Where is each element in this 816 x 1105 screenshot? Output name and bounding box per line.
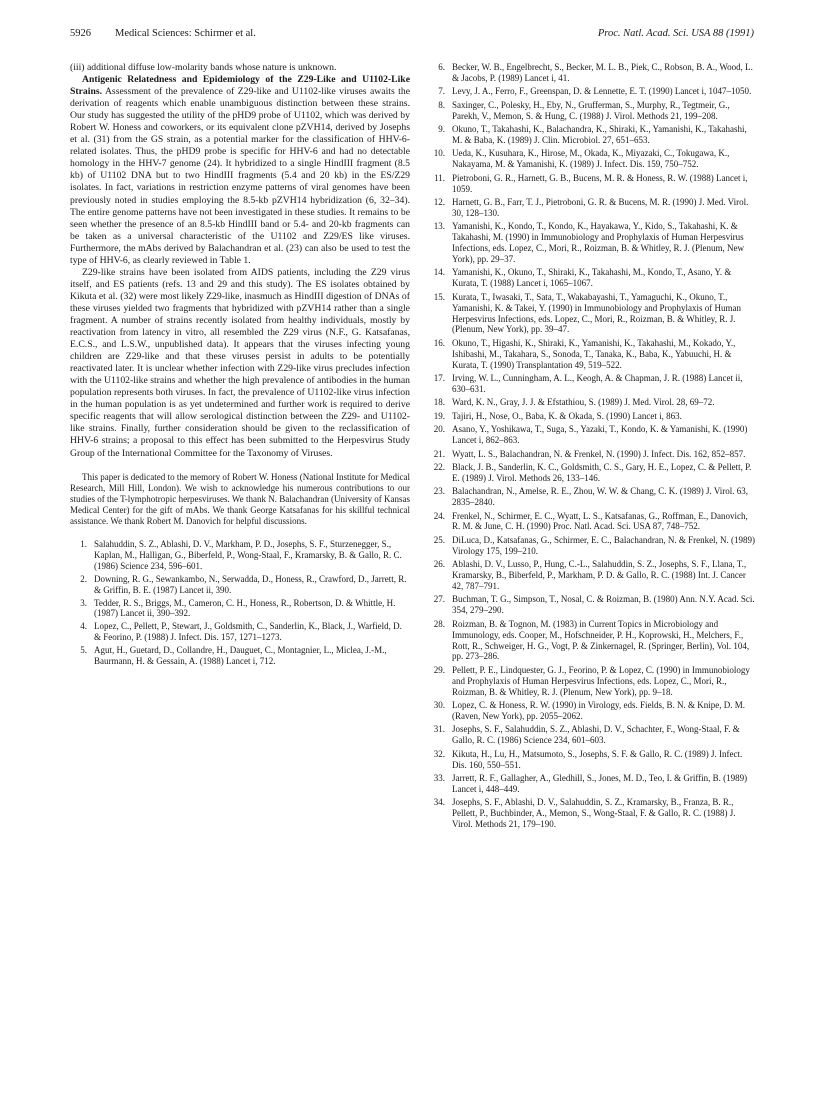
reference-item [428, 373, 756, 395]
reference-item [428, 724, 756, 746]
reference-text: Wyatt, L. S., Balachandran, N. & Frenkel, N. (1990) J. Infect. Dis. 162, 852–857. [452, 448, 746, 459]
reference-number: 1. [80, 539, 87, 550]
reference-item [428, 700, 756, 722]
reference-item [428, 62, 756, 84]
reference-item [70, 598, 410, 620]
reference-item [428, 100, 756, 122]
reference-item [428, 292, 756, 336]
reference-text: Tajiri, H., Nose, O., Baba, K. & Okada, S. (1990) Lancet i, 863. [452, 410, 682, 421]
reference-number: 28. [433, 618, 445, 629]
reference-item [428, 797, 756, 830]
reference-item [428, 486, 756, 508]
reference-item [428, 535, 756, 557]
paragraph-1-text: Assessment of the prevalence of Z29-like and U1102-like viruses awaits the derivation of reagents which enable unambiguous distinction between these strains. Our study has suggested the utility of the pHD9 probe of U1102, which was derived by Robert W. Honess and coworkers, or its equivalent clone pZVH14, derived by Josephs et al. (31) from the GS strain, as a potential marker for the classification of HHV-6-related isolates. Thus, the pHD9 probe is specific for HHV-6 and had no detectable homology in the HHV-7 genome (24). It hybridized to a single HindIII fragment (8.5 kb) of U1102 DNA but to two HindIII fragments (5.4 and 20 kb) in the ES/Z29 isolates. In fact, variations in restriction enzyme patterns of viral genomes have been previously noted in studies employing the 8.5-kb pZVH14 hybridization (6, 32–34). The entire genome patterns have not been investigated in these studies. It remains to be seen whether the presence of an 8.5-kb HindIII band or 5.4- and 20-kb fragments can be taken as a universal characteristic of the U1102 and Z29/ES like viruses. Furthermore, the mAbs derived by Balachandran et al. (23) can also be used to test the type of HHV-6, as clearly reviewed in Table 1. [70, 86, 411, 266]
section-paragraph-2: Z29-like strains have been isolated from AIDS patients, including the Z29 virus itself, and ES patients (refs. 13 and 29 and this study). The ES isolates obtained by Kikuta et al. (32) were most likely Z29-like, inasmuch as HindIII digestion of DNAs of these viruses yielded two fragments that hybridized with pZVH14 rather than a single fragment. A number of strains recently isolated from healthy individuals, mostly by reactivation from latency in vitro, all resembled the Z29 virus (N.F., G. Katsafanas, E.C.S., and L.S.W., unpublished data). It appears that the viruses infecting young children are Z29-like and that these viruses persist in adults to be potentially reactivated later. It is unclear whether infection with Z29-like virus precludes infection with the U1102-like strains and whether the high prevalence of antibodies in the human population represents both viruses. In fact, the prevalence of U1102-like virus infection in the human population is as yet undetermined and further work is required to derive specific reagents that will allow serological distinction between the Z29- and U1102-like strains. Finally, further consideration should be given to the reclassification of HHV-6 strains; a proposal to this effect has been submitted to the Herpesvirus Study Group of the International Committee for the Taxonomy of Viruses. [70, 266, 410, 459]
reference-number: 5. [80, 645, 87, 656]
reference-number: 22. [433, 461, 445, 472]
reference-text: Okuno, T., Takahashi, K., Balachandra, K., Shiraki, K., Yamanishi, K., Takahashi, M. & Baba, K. (1989) J. Clin. Microbiol. 27, 651–653. [452, 124, 747, 145]
reference-number: 6. [438, 62, 445, 72]
reference-number: 31. [433, 724, 445, 735]
reference-text: Roizman, B. & Tognon, M. (1983) in Current Topics in Microbiology and Immunology, eds. Cooper, M., Hofschneider, P. H., Koprowski, H., Melchers, F., Rott, R., Schweiger, H. G., Vogt, P. & Zinkernagel, R. (Springer, Berlin), Vol. 104, pp. 273–286. [452, 618, 750, 662]
reference-text: Kurata, T., Iwasaki, T., Sata, T., Wakabayashi, T., Yamaguchi, K., Okuno, T., Yamanishi, K. & Takei, Y. (1990) in Immunobiology and Prophylaxis of Human Herpesvirus Infections, eds. Lopez, C., Mori, R., Roizman, B. & Whitley, R. J. (Plenum, New York), pp. 39–47. [452, 291, 742, 335]
reference-item [428, 173, 756, 195]
reference-item [428, 773, 756, 795]
reference-text: Harnett, G. B., Farr, T. J., Pietroboni, G. R. & Bucens, M. R. (1990) J. Med. Virol. 30, 128–130. [452, 196, 749, 218]
reference-item [428, 397, 756, 408]
reference-item [428, 749, 756, 771]
reference-text: Pietroboni, G. R., Harnett, G. B., Bucens, M. R. & Honess, R. W. (1988) Lancet i, 1059. [452, 172, 748, 194]
reference-number: 33. [433, 772, 445, 783]
reference-number: 13. [433, 221, 445, 232]
reference-item [70, 621, 410, 643]
reference-number: 34. [433, 797, 445, 808]
reference-item [428, 411, 756, 422]
reference-number: 21. [433, 448, 445, 459]
intro-fragment: (iii) additional diffuse low-molarity bands whose nature is unknown. [70, 62, 337, 73]
reference-text: Ward, K. N., Gray, J. J. & Efstathiou, S. (1989) J. Med. Virol. 28, 69–72. [452, 397, 715, 408]
reference-text: Lopez, C. & Honess, R. W. (1990) in Virology, eds. Fields, B. N. & Knipe, D. M. (Raven, New York), pp. 2055–2062. [452, 700, 745, 721]
reference-number: 27. [433, 594, 445, 605]
reference-item [428, 449, 756, 460]
reference-number: 15. [433, 291, 445, 302]
section-heading: Antigenic Relatedness and Epidemiology of the Z29-Like and U1102-Like Strains. [70, 74, 410, 98]
reference-number: 14. [433, 267, 445, 278]
reference-text: Yamanishi, K., Kondo, T., Kondo, K., Hayakawa, Y., Kido, S., Takahashi, K. & Takahashi, M. (1990) in Immunobiology and Prophylaxis of Human Herpesvirus Infections, eds. Lopez, C., Mori, R., Roizman, B. & Whitley, R. J. (Plenum, New York), pp. 29–37. [452, 221, 744, 264]
reference-list-left [70, 539, 410, 667]
reference-text: Ueda, K., Kusuhara, K., Hirose, M., Okada, K., Miyazaki, C., Tokugawa, K., Nakayama, M. & Yamanishi, K. (1989) J. Infect. Dis. 159, 750–752. [452, 148, 730, 170]
page-number: 5926 [70, 28, 91, 39]
reference-item [428, 665, 756, 698]
reference-text: Black, J. B., Sanderlin, K. C., Goldsmith, C. S., Gary, H. E., Lopez, C. & Pellett, P. E. (1989) J. Virol. Methods 26, 133–146. [452, 461, 752, 483]
reference-number: 32. [433, 748, 445, 759]
reference-text: Okuno, T., Higashi, K., Shiraki, K., Yamanishi, K., Takahashi, M., Kokado, Y., Ishibashi, M., Takahara, S., Sonoda, T., Tanaka, K., Baba, K., Yabuuchi, H. & Kurata, T. (1990) Transplantation 49, 519–522. [452, 337, 736, 370]
reference-number: 25. [433, 534, 445, 545]
reference-number: 2. [80, 573, 87, 584]
reference-text: Frenkel, N., Schirmer, E. C., Wyatt, L. S., Katsafanas, G., Roffman, E., Danovich, R. M. & June, C. H. (1990) Proc. Natl. Acad. Sci. USA 87, 748–752. [452, 510, 748, 532]
reference-number: 23. [433, 486, 445, 497]
reference-text: Yamanishi, K., Okuno, T., Shiraki, K., Takahashi, M., Kondo, T., Asano, Y. & Kurata, T. (1988) Lancet i, 1065–1067. [452, 267, 732, 289]
reference-text: DiLuca, D., Katsafanas, G., Schirmer, E. C., Balachandran, N. & Frenkel, N. (1989) Virology 175, 199–210. [452, 534, 756, 556]
reference-item [428, 221, 756, 265]
reference-item [428, 338, 756, 371]
reference-item [428, 511, 756, 533]
section-paragraph-1 [70, 74, 410, 267]
reference-item [428, 86, 756, 97]
reference-number: 24. [433, 510, 445, 521]
reference-item [428, 424, 756, 446]
reference-text: Kikuta, H., Lu, H., Matsumoto, S., Josephs, S. F. & Gallo, R. C. (1989) J. Infect. Dis. 160, 550–551. [452, 748, 743, 770]
reference-item [428, 559, 756, 592]
reference-number: 26. [433, 559, 445, 570]
reference-number: 17. [433, 373, 445, 384]
reference-text: Lopez, C., Pellett, P., Stewart, J., Goldsmith, C., Sanderlin, K., Black, J., Warfield, D. & Feorino, P. (1988) J. Infect. Dis. 157, 1271–1273. [94, 621, 402, 643]
reference-text: Buchman, T. G., Simpson, T., Nosal, C. & Roizman, B. (1980) Ann. N.Y. Acad. Sci. 354, 279–290. [452, 594, 755, 616]
reference-number: 10. [433, 148, 445, 159]
reference-text: Balachandran, N., Amelse, R. E., Zhou, W. W. & Chang, C. K. (1989) J. Virol. 63, 2835–2840. [452, 486, 749, 508]
journal-citation: Proc. Natl. Acad. Sci. USA 88 (1991) [597, 28, 754, 39]
acknowledgment: This paper is dedicated to the memory of Robert W. Honess (National Institute for Medical Research, Mill Hill, London). We wish to acknowledge his numerous contributions to our studies of the T-lymphotropic herpesviruses. We thank N. Balachandran (University of Kansas Medical Center) for the gift of mAbs. We thank George Katsafanas for his skillful technical assistance. We thank Robert M. Danovich for helpful discussions. [70, 471, 410, 526]
reference-item [428, 594, 756, 616]
reference-item [70, 539, 410, 572]
reference-number: 7. [438, 86, 445, 97]
reference-number: 12. [433, 196, 445, 207]
reference-text: Josephs, S. F., Salahuddin, S. Z., Ablashi, D. V., Schachter, F., Wong-Staal, F. & Gallo, R. C. (1986) Science 234, 601–603. [452, 724, 740, 746]
reference-text: Salahuddin, S. Z., Ablashi, D. V., Markham, P. D., Josephs, S. F., Sturzenegger, S., Kaplan, M., Halligan, G., Biberfeld, P., Wong-Staal, F., Kramarsky, B. & Gallo, R. C. (1986) Science 234, 596–601. [94, 539, 402, 571]
reference-text: Agut, H., Guetard, D., Collandre, H., Dauguet, C., Montagnier, L., Miclea, J.-M., Baurmann, H. & Gessain, A. (1988) Lancet i, 712. [94, 645, 387, 667]
reference-number: 29. [433, 664, 445, 675]
reference-number: 20. [433, 424, 445, 435]
reference-number: 19. [433, 410, 445, 421]
reference-item [70, 574, 410, 596]
reference-number: 9. [438, 124, 445, 135]
reference-text: Levy, J. A., Ferro, F., Greenspan, D. & Lennette, E. T. (1990) Lancet i, 1047–1050. [452, 86, 752, 97]
reference-item [428, 619, 756, 663]
reference-text: Irving, W. L., Cunningham, A. L., Keogh, A. & Chapman, J. R. (1988) Lancet ii, 630–631. [452, 373, 743, 394]
reference-number: 4. [80, 621, 87, 632]
reference-item [70, 645, 410, 667]
reference-number: 18. [433, 397, 445, 408]
reference-list-right [428, 62, 756, 830]
page-header [70, 28, 754, 46]
reference-number: 11. [434, 172, 445, 183]
reference-item [428, 462, 756, 484]
reference-item [428, 124, 756, 146]
reference-text: Asano, Y., Yoshikawa, T., Suga, S., Yazaki, T., Kondo, K. & Yamanishi, K. (1990) Lancet i, 862–863. [452, 424, 748, 446]
reference-number: 3. [80, 597, 87, 608]
reference-text: Ablashi, D. V., Lusso, P., Hung, C.-L., Salahuddin, S. Z., Josephs, S. F., Llana, T., Kramarsky, B., Biberfeld, P., Markham, P. D. & Gallo, R. C. (1988) Int. J. Cancer 42, 787–791. [452, 559, 747, 591]
reference-text: Pellett, P. E., Lindquester, G. J., Feorino, P. & Lopez, C. (1990) in Immunobiology and Prophylaxis of Human Herpesvirus Infections, eds. Lopez, C., Mori, R., Roizman, B. & Whitley, R. J. (Plenum, New York), pp. 9–18. [452, 664, 750, 697]
reference-item [428, 197, 756, 219]
reference-number: 30. [433, 700, 445, 711]
reference-text: Saxinger, C., Polesky, H., Eby, N., Grufferman, S., Murphy, R., Tegtmeir, G., Parekh, V., Memon, S. & Hung, C. (1988) J. Virol. Methods 21, 199–208. [452, 99, 730, 121]
left-column [70, 62, 410, 669]
reference-number: 8. [438, 99, 445, 110]
right-column [428, 62, 756, 833]
reference-text: Jarrett, R. F., Gallagher, A., Gledhill, S., Jones, M. D., Teo, I. & Griffin, B. (1989) Lancet i, 448–449. [452, 772, 748, 794]
reference-text: Tedder, R. S., Briggs, M., Cameron, C. H., Honess, R., Robertson, D. & Whittle, H. (1987) Lancet ii, 390–392. [94, 597, 396, 619]
running-title: Medical Sciences: Schirmer et al. [115, 28, 256, 39]
reference-text: Becker, W. B., Engelbrecht, S., Becker, M. L. B., Piek, C., Robson, B. A., Wood, L. & Jacobs, P. (1989) Lancet i, 41. [452, 62, 753, 83]
reference-text: Josephs, S. F., Ablashi, D. V., Salahuddin, S. Z., Kramarsky, B., Franza, B. R., Pellett, P., Buchbinder, A., Memon, S., Wong-Staal, F. & Gallo, R. C. (1988) J. Virol. Methods 21, 179–190. [452, 797, 736, 830]
reference-number: 16. [433, 337, 445, 348]
reference-text: Downing, R. G., Sewankambo, N., Serwadda, D., Honess, R., Crawford, D., Jarrett, R. & Griffin, B. E. (1987) Lancet ii, 390. [94, 573, 407, 595]
reference-item [428, 148, 756, 170]
reference-item [428, 267, 756, 289]
